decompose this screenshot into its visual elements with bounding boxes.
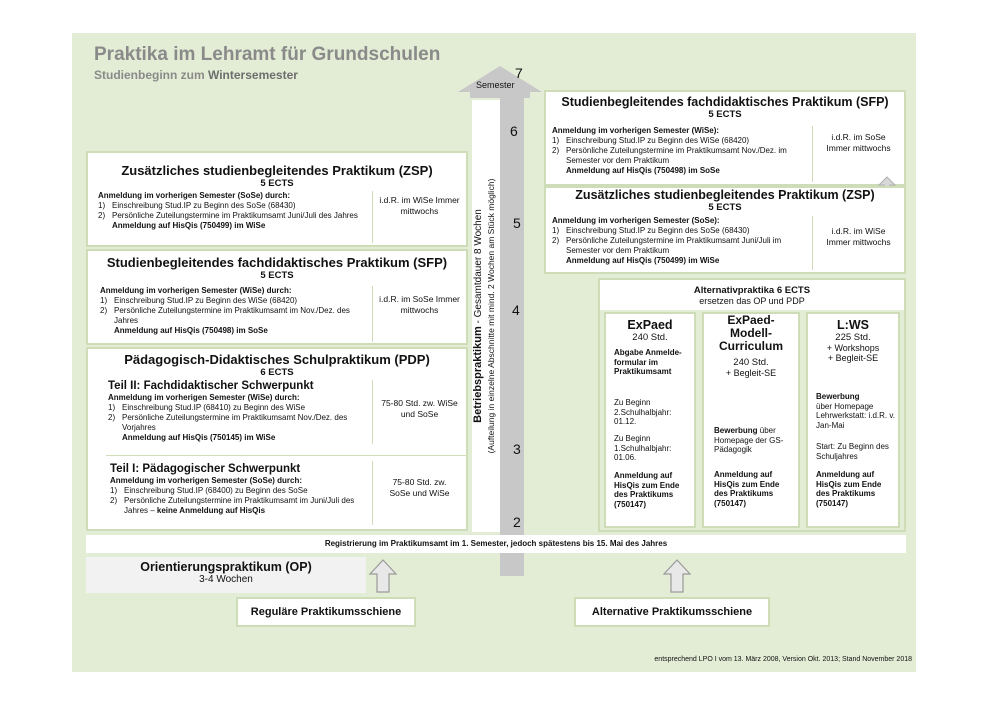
lws-bew-bold: Bewerbung: [816, 392, 860, 401]
lws-reg: Anmeldung auf HisQis zum Ende des Praktikums (750147): [816, 470, 882, 508]
modell-reg: Anmeldung auf HisQis zum Ende des Praktikums (750147): [714, 470, 780, 508]
up-arrow-alternative-icon: [661, 558, 693, 594]
item-number: 2): [98, 211, 106, 220]
left-sfp-heading: Anmeldung im vorherigen Semester (WiSe) durch:: [100, 286, 292, 295]
lws-extra2: + Begleit-SE: [827, 353, 879, 363]
pdp-divider: [106, 455, 466, 456]
expaed-hours: 240 Std.: [632, 332, 668, 343]
right-sfp-ects: 5 ECTS: [708, 109, 742, 120]
left-pdp-title: Pädagogisch-Didaktisches Schulpraktikum (PDP): [124, 352, 430, 367]
item-number: 2): [552, 146, 560, 155]
left-zsp-item2: [98, 211, 370, 221]
lws-bew-rest: über Homepage Lehrwerkstatt: i.d.R. v. Jan-Mai: [816, 401, 895, 430]
item-text-bold: keine Anmeldung auf HisQis: [156, 506, 266, 515]
pdp-teil1-item2: [110, 496, 374, 516]
expaed-zu1: Zu Beginn 2.Schulhalbjahr: 01.12.: [614, 398, 672, 426]
right-sfp-item1: [552, 136, 810, 146]
op-sub: 3-4 Wochen: [199, 574, 253, 585]
op-panel: [86, 557, 366, 593]
item-text: Einschreibung Stud.IP (68410) zu Beginn des WiSe: [122, 403, 306, 412]
semester-arrow-shaft: [500, 92, 524, 576]
registration-bar: Registrierung im Praktikumsamt im 1. Semester, jedoch spätestens bis 15. Mai des Jahres: [86, 535, 906, 553]
right-sfp-text: [552, 126, 810, 176]
right-zsp-title: Zusätzliches studienbegleitendes Praktikum (ZSP): [575, 188, 875, 202]
item-number: 2): [110, 496, 118, 505]
pdp-teil1-title: Teil I: Pädagogischer Schwerpunkt: [110, 463, 301, 475]
left-zsp-item1: [98, 201, 370, 211]
item-number: 2): [108, 413, 116, 422]
item-text: Persönliche Zuteilungstermine im Praktikumsamt Nov./Dez. im Semester vor dem Praktikum: [566, 146, 787, 165]
left-sfp-panel: [86, 249, 468, 345]
item-text: Persönliche Zuteilungstermine im Praktikumsamt im Nov./Dez. des Jahres: [114, 306, 350, 325]
left-zsp-reg: Anmeldung auf HisQis (750499) im WiSe: [112, 221, 266, 230]
footer-note: entsprechend LPO I vom 13. März 2008, Version Okt. 2013; Stand November 2018: [654, 656, 912, 663]
item-text: Persönliche Zuteilungstermine im Praktikumsamt Nov./Dez. des Vorjahres: [122, 413, 348, 432]
item-text: Einschreibung Stud.IP (68400) zu Beginn des SoSe: [124, 486, 308, 495]
modell-hours: 240 Std.: [733, 357, 769, 368]
left-sfp-text: [100, 286, 372, 336]
semester-3: 3: [513, 441, 521, 457]
page-subtitle: [94, 68, 298, 82]
pdp-teil2-side: 75-80 Std. zw. WiSe und SoSe: [372, 380, 466, 444]
betrieb-note: (Aufteilung in einzelne Abschnitte mit mind. 2 Wochen am Stück möglich): [486, 178, 496, 454]
lws-extra1: + Workshops: [826, 343, 880, 353]
left-zsp-panel: [86, 151, 468, 247]
item-number: 2): [100, 306, 108, 315]
modell-bew-rest: über Homepage der GS-Pädagogik: [714, 426, 784, 454]
item-number: 1): [100, 296, 108, 305]
modell-name: ExPaed-Modell-Curriculum: [718, 313, 783, 353]
right-sfp-reg: Anmeldung auf HisQis (750498) im SoSe: [566, 166, 720, 175]
op-title: Orientierungspraktikum (OP): [140, 560, 312, 574]
pdp-teil1-heading: Anmeldung im vorherigen Semester (SoSe) durch:: [110, 476, 303, 485]
right-sfp-item2: [552, 146, 810, 166]
modell-bew-bold: Bewerbung: [714, 426, 758, 435]
semester-2: 2: [513, 514, 521, 530]
modell-extra: + Begleit-SE: [725, 368, 777, 378]
right-sfp-side: i.d.R. im SoSe Immer mittwochs: [812, 126, 904, 182]
item-number: 1): [552, 226, 560, 235]
lws-name: L:WS: [837, 318, 869, 332]
alt-subtitle: ersetzen das OP und PDP: [699, 296, 805, 306]
right-zsp-item2: [552, 236, 810, 256]
pdp-teil2-reg: Anmeldung auf HisQis (750145) im WiSe: [122, 433, 276, 442]
left-sfp-side: i.d.R. im SoSe Immer mittwochs: [372, 286, 466, 342]
left-pdp-ects: 6 ECTS: [260, 367, 294, 378]
item-text: Persönliche Zuteilungstermine im Praktikumsamt Juni/Juli im Semester vor dem Praktikum: [566, 236, 782, 255]
pdp-teil1-item1: [110, 486, 374, 496]
pdp-teil2-text: [108, 380, 372, 443]
up-arrow-regular-icon: [367, 558, 399, 594]
expaed-zu2: Zu Beginn 1.Schulhalbjahr: 01.06.: [614, 434, 672, 462]
item-text: Einschreibung Stud.IP zu Beginn des WiSe (68420): [114, 296, 298, 305]
left-sfp-reg: Anmeldung auf HisQis (750498) im SoSe: [114, 326, 268, 335]
right-zsp-text: [552, 216, 810, 266]
left-zsp-side: i.d.R. im WiSe Immer mittwochs: [372, 191, 466, 243]
alt-title: Alternativpraktika 6 ECTS: [693, 285, 811, 296]
expaed-reg: Anmeldung auf HisQis zum Ende des Praktikums (750147): [614, 471, 680, 509]
semester-4: 4: [512, 302, 520, 318]
right-sfp-panel: [544, 90, 906, 186]
left-zsp-text: [98, 191, 370, 231]
item-number: 1): [552, 136, 560, 145]
item-text: Einschreibung Stud.IP zu Beginn des SoSe (68430): [112, 201, 296, 210]
left-zsp-heading: Anmeldung im vorherigen Semester (SoSe) durch:: [98, 191, 291, 200]
semester-label: Semester: [476, 80, 515, 90]
right-zsp-panel: [544, 186, 906, 274]
lws-start: Start: Zu Beginn des Schuljahres: [816, 442, 889, 461]
alt-modell: [702, 312, 800, 528]
left-zsp-ects: 5 ECTS: [260, 178, 294, 189]
expaed-name: ExPaed: [627, 318, 673, 332]
modell-bewerbung: [714, 426, 796, 455]
semester-5: 5: [513, 215, 521, 231]
left-pdp-panel: [86, 347, 468, 531]
pdp-teil2-title: Teil II: Fachdidaktischer Schwerpunkt: [108, 380, 314, 392]
left-sfp-title: Studienbegleitendes fachdidaktisches Praktikum (SFP): [106, 255, 448, 270]
item-number: 2): [552, 236, 560, 245]
alt-expaed: [604, 312, 696, 528]
semester-6: 6: [510, 123, 518, 139]
right-zsp-reg: Anmeldung auf HisQis (750499) im WiSe: [566, 256, 720, 265]
pdp-teil1-side: 75-80 Std. zw. SoSe und WiSe: [372, 461, 466, 525]
right-zsp-item1: [552, 226, 810, 236]
betrieb-label: [472, 116, 500, 516]
lws-hours: 225 Std.: [835, 332, 871, 343]
right-sfp-title: Studienbegleitendes fachdidaktisches Praktikum (SFP): [561, 95, 889, 109]
right-sfp-heading: Anmeldung im vorherigen Semester (WiSe):: [552, 126, 720, 135]
regular-track-button[interactable]: Reguläre Praktikumsschiene: [236, 597, 416, 627]
left-sfp-ects: 5 ECTS: [260, 270, 294, 281]
item-text-plain: Persönliche Zuteilungstermine im Praktikumsamt im Juni/Juli des Jahres –: [124, 496, 355, 515]
alt-header: [600, 280, 904, 310]
right-zsp-heading: Anmeldung im vorherigen Semester (SoSe):: [552, 216, 720, 225]
item-number: 1): [108, 403, 116, 412]
item-text: [124, 496, 374, 516]
pdp-teil2-heading: Anmeldung im vorherigen Semester (WiSe) durch:: [108, 393, 300, 402]
right-zsp-side: i.d.R. im WiSe Immer mittwochs: [812, 216, 904, 270]
item-text: Einschreibung Stud.IP zu Beginn des SoSe (68430): [566, 226, 750, 235]
item-text: Einschreibung Stud.IP zu Beginn des WiSe (68420): [566, 136, 750, 145]
item-number: 1): [98, 201, 106, 210]
pdp-teil2-item2: [108, 413, 372, 433]
semester-7: 7: [515, 65, 523, 81]
pdp-teil1-text: [110, 463, 374, 516]
left-zsp-title: Zusätzliches studienbegleitendes Praktikum (ZSP): [121, 163, 433, 178]
left-sfp-item1: [100, 296, 372, 306]
betrieb-duration: - Gesamtdauer 8 Wochen: [473, 209, 484, 327]
right-zsp-ects: 5 ECTS: [708, 202, 742, 213]
alt-lws: [806, 312, 900, 528]
subtitle-bold: Wintersemester: [208, 68, 298, 82]
pdp-teil2-item1: [108, 403, 372, 413]
expaed-abgabe: Abgabe Anmelde-formular im Praktikumsamt: [614, 348, 682, 376]
left-sfp-item2: [100, 306, 372, 326]
betrieb-title: Betriebspraktikum: [472, 326, 484, 423]
item-text: Persönliche Zuteilungstermine im Praktikumsamt Juni/Juli des Jahres: [112, 211, 358, 220]
item-number: 1): [110, 486, 118, 495]
subtitle-prefix: Studienbeginn zum: [94, 68, 208, 82]
alternative-track-button[interactable]: Alternative Praktikumsschiene: [574, 597, 770, 627]
page-title: Praktika im Lehramt für Grundschulen: [94, 44, 441, 65]
lws-bewerbung: [816, 392, 896, 430]
